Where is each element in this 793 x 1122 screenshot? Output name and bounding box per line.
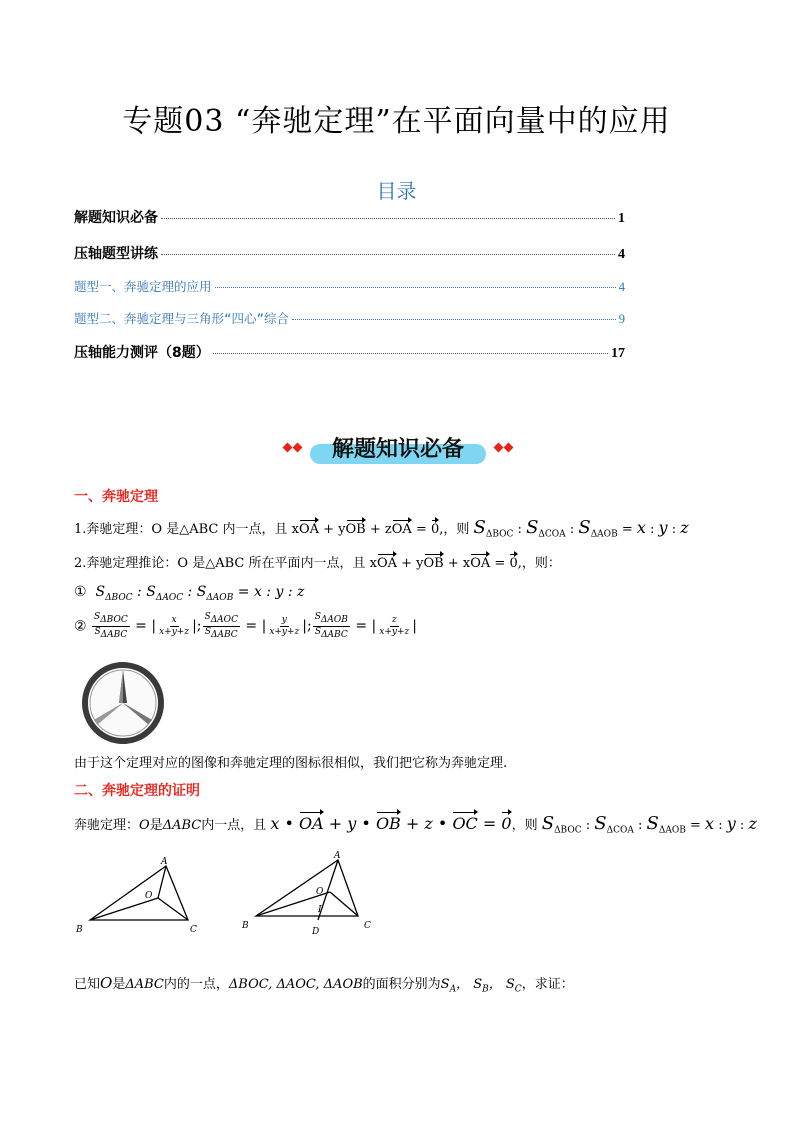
toc-entry[interactable] (74, 243, 625, 263)
setup-text: 是 (112, 977, 126, 992)
toc-leader-dots (292, 319, 616, 320)
statement-text: ，则 (511, 818, 538, 833)
vertex-label-c: C (190, 925, 197, 935)
vertex-label-b: B (76, 925, 83, 935)
toc-entry-page: 4 (618, 247, 625, 262)
mercedes-logo-icon (82, 662, 164, 744)
setup-text: ，求证： (521, 977, 574, 992)
vector-equation: x • OA + y • OB + z • OC = 0 (270, 814, 512, 833)
point-label-i: I (318, 905, 322, 915)
triangle-figure-1 (72, 852, 212, 936)
toc-entry[interactable] (74, 342, 625, 362)
toc-entry-label: 压轴题型讲练 (74, 246, 158, 262)
math-symbol: ΔABC (125, 977, 164, 992)
math-symbol: ΔBOC, ΔAOC, ΔAOB (228, 977, 363, 992)
toc-entry-label: 题型二、奔驰定理与三角形“四心”综合 (74, 311, 290, 326)
math-symbol: O (139, 818, 150, 833)
proof-setup-line (74, 973, 574, 995)
corollary-line (74, 552, 561, 571)
note-text: 由于这个定理对应的图像和奔驰定理的图标很相似，我们把它称为奔驰定理. (74, 756, 508, 771)
section-banner (280, 430, 516, 466)
page-title: 专题03 “奔驰定理”在平面向量中的应用 (122, 104, 671, 139)
circled-number: ① (74, 584, 87, 600)
math-symbol: O (100, 974, 113, 992)
banner-title: 解题知识必备 (331, 437, 464, 462)
theorem-text: 1.奔驰定理：O 是△ABC 内一点，且 (74, 522, 288, 537)
statement-text: 是 (149, 818, 163, 833)
corollary-item-2 (74, 612, 417, 641)
section-heading: 二、奔驰定理的证明 (74, 783, 200, 799)
area-ratio: $S_{\Delta BOC}$ : $S_{\Delta AOC}$ : $S_{\Delta AOB} = x$ : y : z (91, 584, 305, 603)
corollary-text: 2.奔驰定理推论：O 是△ABC 所在平面内一点，且 (74, 556, 366, 571)
point-label-o: O (316, 887, 324, 897)
toc-entry-page: 17 (611, 346, 625, 361)
theorem-text: ，则 (443, 522, 470, 537)
section-heading: 一、奔驰定理 (74, 489, 158, 505)
point-label-d: D (312, 927, 320, 937)
theorem-statement (74, 813, 757, 836)
statement-text: 内一点，且 (201, 818, 267, 833)
area-ratio: $S_{\Delta BOC}$ : $S_{\Delta COA}$ : $S_{\Delta AOB} = x$ : y : z (473, 517, 689, 540)
toc-leader-dots (161, 218, 615, 219)
fraction-formula: $\frac{S_{\Delta BOC}}{S_{\Delta ABC}}$ = | $\frac{x}{x+y+z}$ |; $\frac{S_{\Delta AOC}}{S_{\Delta ABC}}$ = | $\frac{y}{x+y+z}$ |; $\frac{S_{\Delta AOB}}{S_{\Delta ABC}}$ = | $\frac{z}{x+y+z}$ | (94, 612, 417, 640)
toc-entry-label: 题型一、奔驰定理的应用 (74, 279, 212, 294)
vertex-label-c: C (364, 921, 371, 931)
toc-entry[interactable] (74, 207, 625, 227)
circled-number: ② (74, 618, 87, 635)
toc-leader-dots (215, 287, 616, 288)
corollary-text: ，则： (521, 556, 561, 571)
toc-entry-page: 9 (618, 312, 625, 326)
setup-text: 内的一点， (163, 977, 229, 992)
toc-entry-label: 解题知识必备 (74, 210, 158, 226)
area-ratio: $S_{\Delta BOC}$ : $S_{\Delta COA}$ : $S_{\Delta AOB} = x$ : y : z (541, 813, 757, 836)
vertex-label-a: A (334, 851, 341, 861)
vector-equation: xOA + yOB + zOA = 0, (291, 522, 444, 537)
corollary-item-1 (74, 584, 304, 603)
toc-entry-page: 1 (618, 211, 625, 226)
toc-leader-dots (213, 353, 608, 354)
toc-entry-label: 压轴能力测评（8题） (74, 345, 210, 361)
setup-text: 的面积分别为 (362, 977, 441, 992)
vertex-label-a: A (161, 857, 168, 867)
toc-heading: 目录 (376, 179, 417, 203)
toc-entry[interactable] (74, 277, 625, 297)
statement-text: 奔驰定理： (74, 818, 140, 833)
vertex-label-b: B (242, 921, 249, 931)
toc-entry[interactable] (74, 309, 625, 329)
vector-equation: xOA + yOB + xOA = 0, (369, 556, 522, 571)
setup-text: 已知 (74, 977, 101, 992)
triangle-figure-2 (238, 846, 378, 938)
math-symbol: ΔABC (162, 818, 202, 833)
toc-leader-dots (161, 254, 615, 255)
point-label-o: O (145, 891, 153, 901)
theorem-line (74, 517, 689, 540)
math-symbol: $S_A$， $S_B$， $S_C$ (440, 977, 522, 995)
toc-entry-page: 4 (618, 280, 625, 294)
